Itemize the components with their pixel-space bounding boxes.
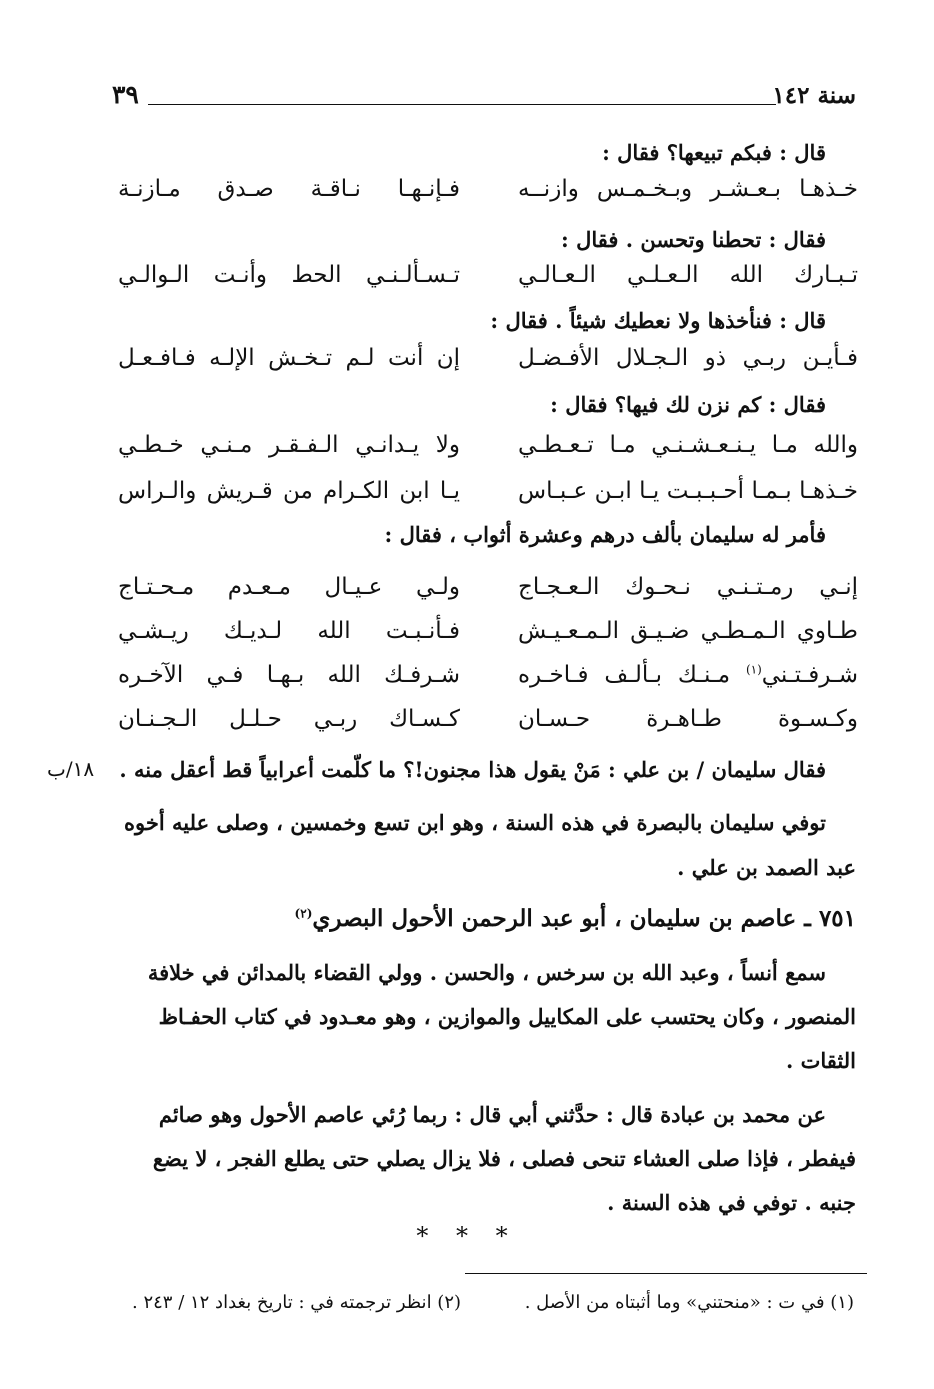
dialogue-line: فقال : تحطنا وتحسن . فقال : bbox=[561, 227, 826, 252]
dialogue-line: فقال سليمان / بن علي : مَنْ يقول هذا مجنون!؟ ما كلّمت أعرابياً قط أعقل منه . bbox=[119, 757, 826, 782]
verse-text: مـنـك بـألـف فـاخـره bbox=[518, 662, 746, 688]
verse-hemistich-right: إنـي رمـتـنـي نـحـوك الـعـجـاج bbox=[518, 574, 858, 600]
verse-hemistich-left: ولا يـدانـي الـفـقـر مـنـي خـطـي bbox=[118, 432, 460, 458]
verse-text: شـرفـتـني bbox=[761, 662, 858, 688]
verse-hemistich-left: كـسـاك ربـي حـلـل الـجـنـان bbox=[118, 706, 460, 732]
page-number: ٣٩ bbox=[112, 80, 139, 109]
dialogue-line: قال : فبكم تبيعها؟ فقال : bbox=[602, 140, 826, 165]
paragraph-line: فيفطر ، فإذا صلى العشاء تنحى فصلى ، فلا يزال يصلي حتى يطلع الفجر ، لا يضع bbox=[152, 1146, 856, 1171]
entry-heading-text: ٧٥١ ـ عاصم بن سليمان ، أبو عبد الرحمن الأحول البصري bbox=[312, 905, 856, 932]
manuscript-folio-note: ١٨/ب bbox=[47, 757, 95, 781]
dialogue-line: فقال : كم نزن لك فيها؟ فقال : bbox=[550, 392, 826, 417]
verse-hemistich-left: شـرفـك الله بـهـا فـي الآخـره bbox=[118, 662, 460, 688]
paragraph-line: المنصور ، وكان يحتسب على المكاييل والموازين ، وهو معـدود في كتاب الحفـاظ bbox=[158, 1004, 856, 1029]
section-divider-stars: * * * bbox=[416, 1222, 518, 1250]
footnote-ref: (٢) bbox=[294, 906, 313, 921]
verse-hemistich-right: والله مـا يـنـعـشـنـي مـا تـعـطـي bbox=[518, 432, 858, 458]
paragraph-line: عن محمد بن عبادة قال : حدَّثني أبي قال : ربما رُئي عاصم الأحول وهو صائم bbox=[158, 1102, 826, 1127]
dialogue-line: قال : فنأخذها ولا نعطيك شيئاً . فقال : bbox=[490, 308, 826, 333]
verse-hemistich-left: ولـي عـيـال مـعـدم مـحـتـاج bbox=[118, 574, 460, 600]
verse-hemistich-left: فـأنـبـت الله لـديـك ريـشـي bbox=[118, 618, 460, 644]
verse-hemistich-right: وكـسـوة طـاهـرة حـسـان bbox=[518, 706, 858, 732]
footnote-ref: (١) bbox=[745, 662, 762, 677]
verse-hemistich-right bbox=[518, 662, 858, 688]
verse-hemistich-left: يـا ابن الكـرام من قـريش والـراس bbox=[118, 478, 460, 504]
verse-hemistich-left: فـإنـهـا نـاقـة صـدق مـازنـة bbox=[118, 176, 460, 202]
footnote-2: (٢) انظر ترجمته في : تاريخ بغداد ١٢ / ٢٤٣ . bbox=[132, 1292, 462, 1313]
footnote-rule bbox=[465, 1273, 867, 1274]
verse-hemistich-right: فـأيـن ربـي ذو الـجـلال الأفـضـل bbox=[518, 345, 858, 371]
paragraph-line: سمع أنساً ، وعبد الله بن سرخس ، والحسن . وولي القضاء بالمدائن في خلافة bbox=[147, 960, 826, 985]
verse-hemistich-right: خـذهـا بـمـا أحـبـبـت يـا ابـن عـبـاس bbox=[518, 478, 858, 504]
verse-hemistich-left: إن أنت لـم تـخـش الإلـه فـافـعـل bbox=[118, 345, 460, 371]
paragraph-line: عبد الصمد بن علي . bbox=[677, 855, 856, 880]
verse-hemistich-right: طـاوي الـمـطـي ضـيـق الـمـعـيـش bbox=[518, 618, 858, 644]
verse-hemistich-right: تـبـارك الله الـعـلـي الـعـالـي bbox=[518, 262, 858, 288]
paragraph-line: توفي سليمان بالبصرة في هذه السنة ، وهو ابن تسع وخمسين ، وصلى عليه أخوه bbox=[124, 810, 826, 835]
entry-heading bbox=[295, 905, 856, 932]
verse-hemistich-right: خـذهـا بـعـشـر وبـخـمـس وازنــه bbox=[518, 176, 858, 202]
dialogue-line: فأمر له سليمان بألف درهم وعشرة أثواب ، فقال : bbox=[384, 522, 826, 547]
paragraph-line: الثقات . bbox=[786, 1048, 856, 1073]
header-rule bbox=[148, 104, 776, 105]
paragraph-line: جنبه . توفي في هذه السنة . bbox=[607, 1190, 856, 1215]
footnote-1: (١) في ت : «منحتني» وما أثبتاه من الأصل . bbox=[524, 1292, 854, 1313]
running-header-year: سنة ١٤٢ bbox=[772, 82, 856, 109]
verse-hemistich-left: تـسـألـنـي الحط وأنـت الـوالـي bbox=[118, 262, 460, 288]
